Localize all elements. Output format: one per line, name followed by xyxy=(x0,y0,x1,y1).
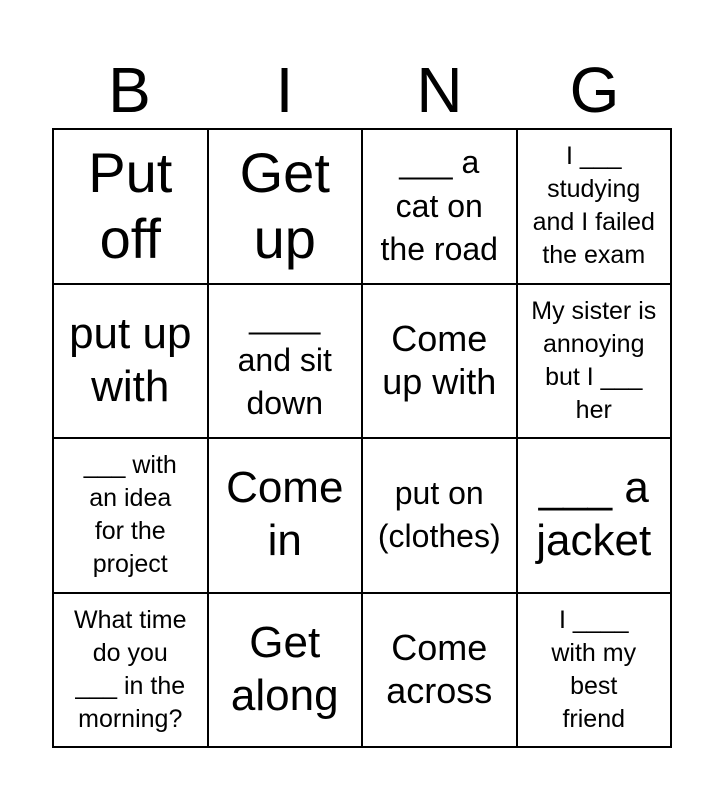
bingo-header xyxy=(52,52,672,128)
header-letter-b: B xyxy=(108,54,151,126)
bingo-cell xyxy=(54,439,209,594)
bingo-cell xyxy=(518,285,673,440)
cell-text: ___ with an idea for the project xyxy=(83,451,177,579)
cell-text: Come up with xyxy=(382,318,497,402)
bingo-cell xyxy=(363,439,518,594)
bingo-cell xyxy=(518,594,673,749)
bingo-cell xyxy=(363,594,518,749)
cell-text: ___ a cat on the road xyxy=(380,144,498,267)
cell-text: Get up xyxy=(239,141,330,271)
bingo-cell xyxy=(518,439,673,594)
bingo-cell xyxy=(209,439,364,594)
cell-text: My sister is annoying but I ___ her xyxy=(531,296,657,424)
header-letter-g: G xyxy=(569,54,620,126)
bingo-cell xyxy=(54,285,209,440)
header-letter-n: N xyxy=(416,54,463,126)
cell-text: put up with xyxy=(69,308,192,411)
cell-text: put on (clothes) xyxy=(377,475,501,555)
cell-text: Come in xyxy=(226,463,344,566)
bingo-cell xyxy=(54,594,209,749)
bingo-cell xyxy=(209,594,364,749)
bingo-cell xyxy=(518,130,673,285)
bingo-cell xyxy=(209,130,364,285)
cell-text: Come across xyxy=(386,627,493,711)
bingo-card-grid xyxy=(52,128,672,748)
cell-text: ____ and sit down xyxy=(237,298,332,422)
bingo-cell xyxy=(363,130,518,285)
cell-text: What time do you ___ in the morning? xyxy=(73,605,187,733)
bingo-cell xyxy=(54,130,209,285)
header-letter-i: I xyxy=(275,54,294,126)
cell-text: I ___ studying and I failed the exam xyxy=(532,142,655,270)
cell-text: Put off xyxy=(88,141,173,271)
bingo-cell xyxy=(363,285,518,440)
cell-text: Get along xyxy=(230,617,339,720)
cell-text: I ____ with my best friend xyxy=(551,605,637,733)
bingo-cell xyxy=(209,285,364,440)
cell-text: ___ a jacket xyxy=(536,463,652,566)
